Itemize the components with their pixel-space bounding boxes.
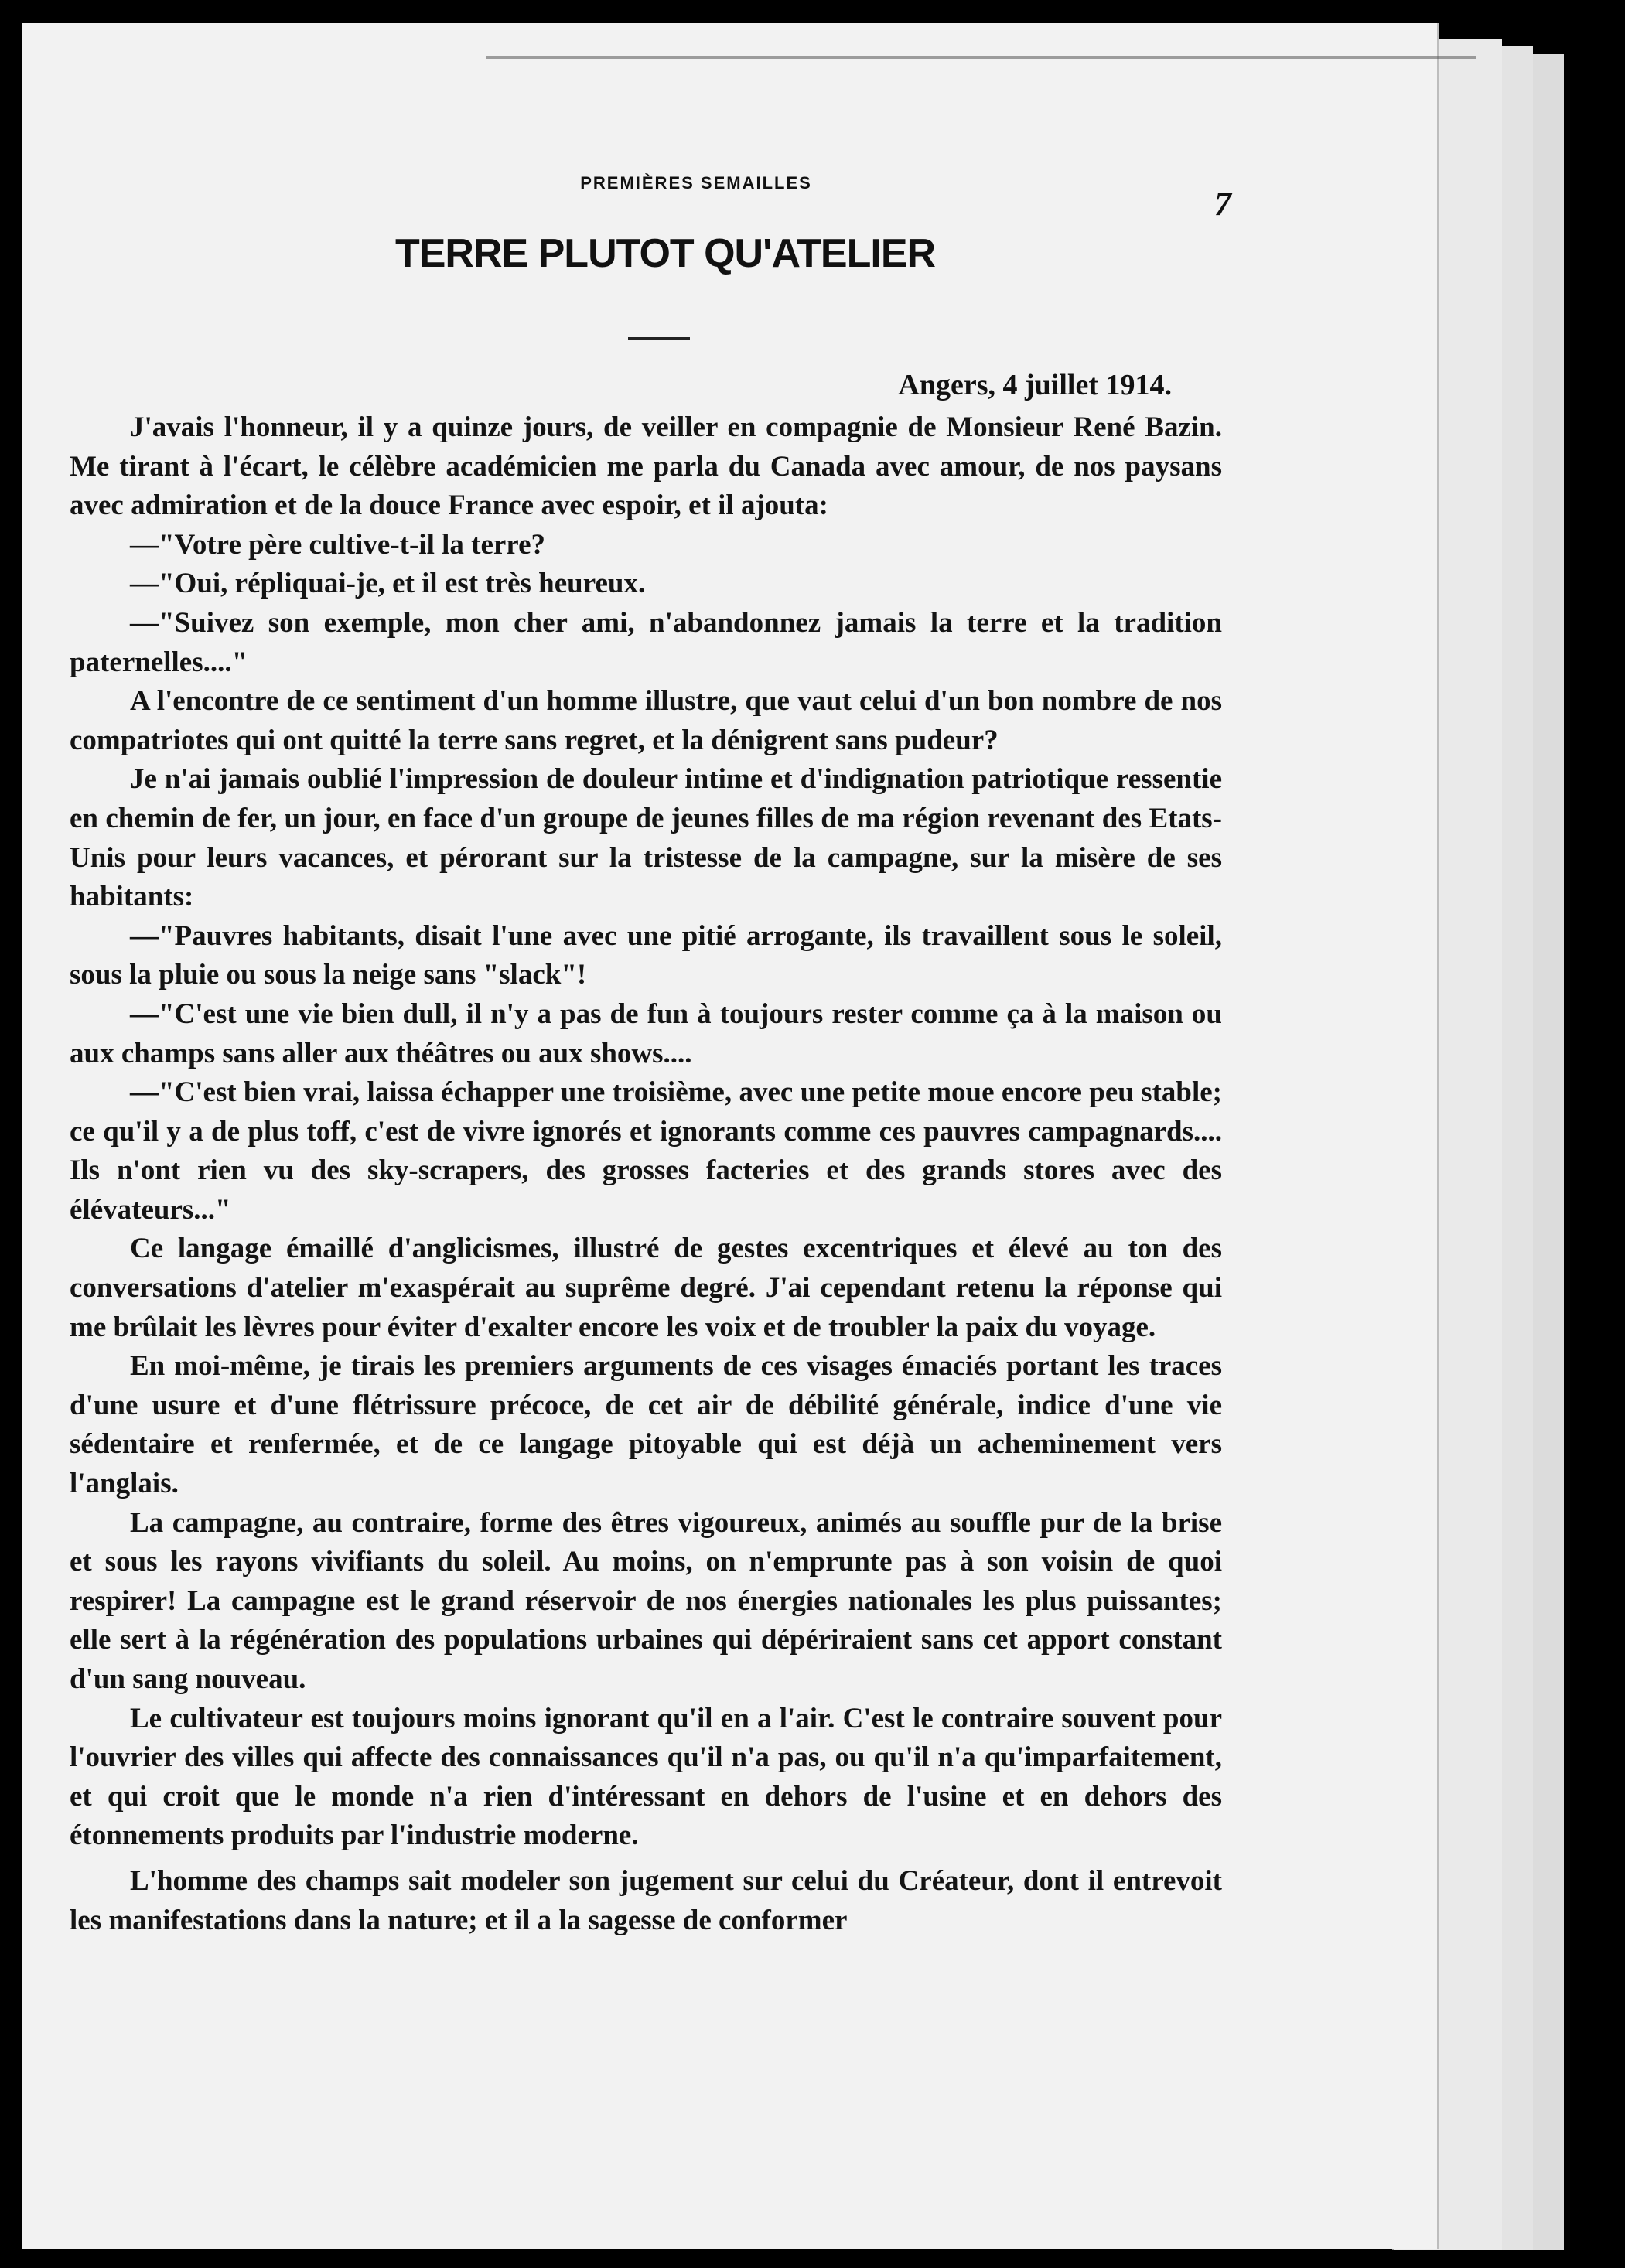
paragraph: —"Oui, répliquai-je, et il est très heureux.: [130, 568, 646, 600]
paragraph: Le cultivateur est toujours moins ignorant qu'il en a l'air. C'est le contraire souvent pour l'ouvrier des villes qui affecte des connaissances qu'il n'a pas, ou qu'il n'a qu'imparfaitement, et qui croit que le monde n'a rien d'intéressant en dehors de l'usine et en dehors des étonnements produits par l'industrie moderne.: [70, 1702, 1222, 1852]
paragraph: A l'encontre de ce sentiment d'un homme illustre, que vaut celui d'un bon nombre de nos compatriotes qui ont quitté la terre sans regret, et la dénigrent sans pudeur?: [70, 685, 1222, 756]
dateline: Angers, 4 juillet 1914.: [898, 369, 1172, 401]
chapter-title: TERRE PLUTOT QU'ATELIER: [394, 231, 936, 276]
paragraph: J'avais l'honneur, il y a quinze jours, de veiller en compagnie de Monsieur René Bazin. Me tirant à l'écart, le célèbre académicien me parla du Canada avec amour, de nos paysans avec admiration et de la douce France avec espoir, et il ajouta:: [70, 411, 1222, 522]
paragraph: Je n'ai jamais oublié l'impression de douleur intime et d'indignation patriotique ressentie en chemin de fer, un jour, en face d'un groupe de jeunes filles de ma région revenant des Etats-Unis pour leurs vacances, et pérorant sur la tristesse de la campagne, sur la misère de ses habitants:: [70, 763, 1222, 913]
paragraph: L'homme des champs sait modeler son jugement sur celui du Créateur, dont il entrevoit les manifestations dans la nature; et il a la sagesse de conformer: [70, 1864, 1222, 1936]
paragraph: La campagne, au contraire, forme des êtres vigoureux, animés au souffle pur de la brise et sous les rayons vivifiants du soleil. Au moins, on n'emprunte pas à son voisin de quoi respirer! La campagne est le grand réservoir de nos énergies nationales les plus puissantes; elle sert à la régénération des populations urbaines qui dépériraient sans cet apport constant d'un sang nouveau.: [70, 1506, 1222, 1695]
paragraph: En moi-même, je tirais les premiers arguments de ces visages émaciés portant les traces d'une usure et d'une flétrissure précoce, de cet air de débilité générale, indice d'une vie sédentaire et renfermée, et de ce langage pitoyable qui est déjà un acheminement vers l'anglais.: [70, 1350, 1222, 1500]
paragraph: —"C'est une vie bien dull, il n'y a pas de fun à toujours rester comme ça à la maison ou aux champs sans aller aux théâtres ou aux shows....: [70, 998, 1222, 1069]
title-rule: [628, 337, 690, 340]
paragraph: —"Votre père cultive-t-il la terre?: [130, 528, 545, 561]
running-head: PREMIÈRES SEMAILLES: [580, 173, 812, 193]
paragraph: —"Suivez son exemple, mon cher ami, n'abandonnez jamais la terre et la tradition paternelles....": [70, 606, 1222, 678]
page-fold-line: [486, 56, 1476, 59]
paragraph: —"C'est bien vrai, laissa échapper une troisième, avec une petite moue encore peu stable; ce qu'il y a de plus toff, c'est de vivre ignorés et ignorants comme ces pauvres campagnards.... Ils n'ont rien vu des sky-scrapers, des grosses facteries et des grands stores avec des élévateurs...": [70, 1076, 1222, 1226]
paragraph: Ce langage émaillé d'anglicismes, illustré de gestes excentriques et élevé au ton des conversations d'atelier m'exaspérait au suprême degré. J'ai cependant retenu la réponse qui me brûlait les lèvres pour éviter d'exalter encore les voix et de troubler la paix du voyage.: [70, 1233, 1222, 1343]
paragraph: —"Pauvres habitants, disait l'une avec une pitié arrogante, ils travaillent sous le soleil, sous la pluie ou sous la neige sans "slack"!: [70, 919, 1222, 991]
page-number: 7: [1214, 185, 1231, 223]
body-text: [70, 408, 1222, 1940]
